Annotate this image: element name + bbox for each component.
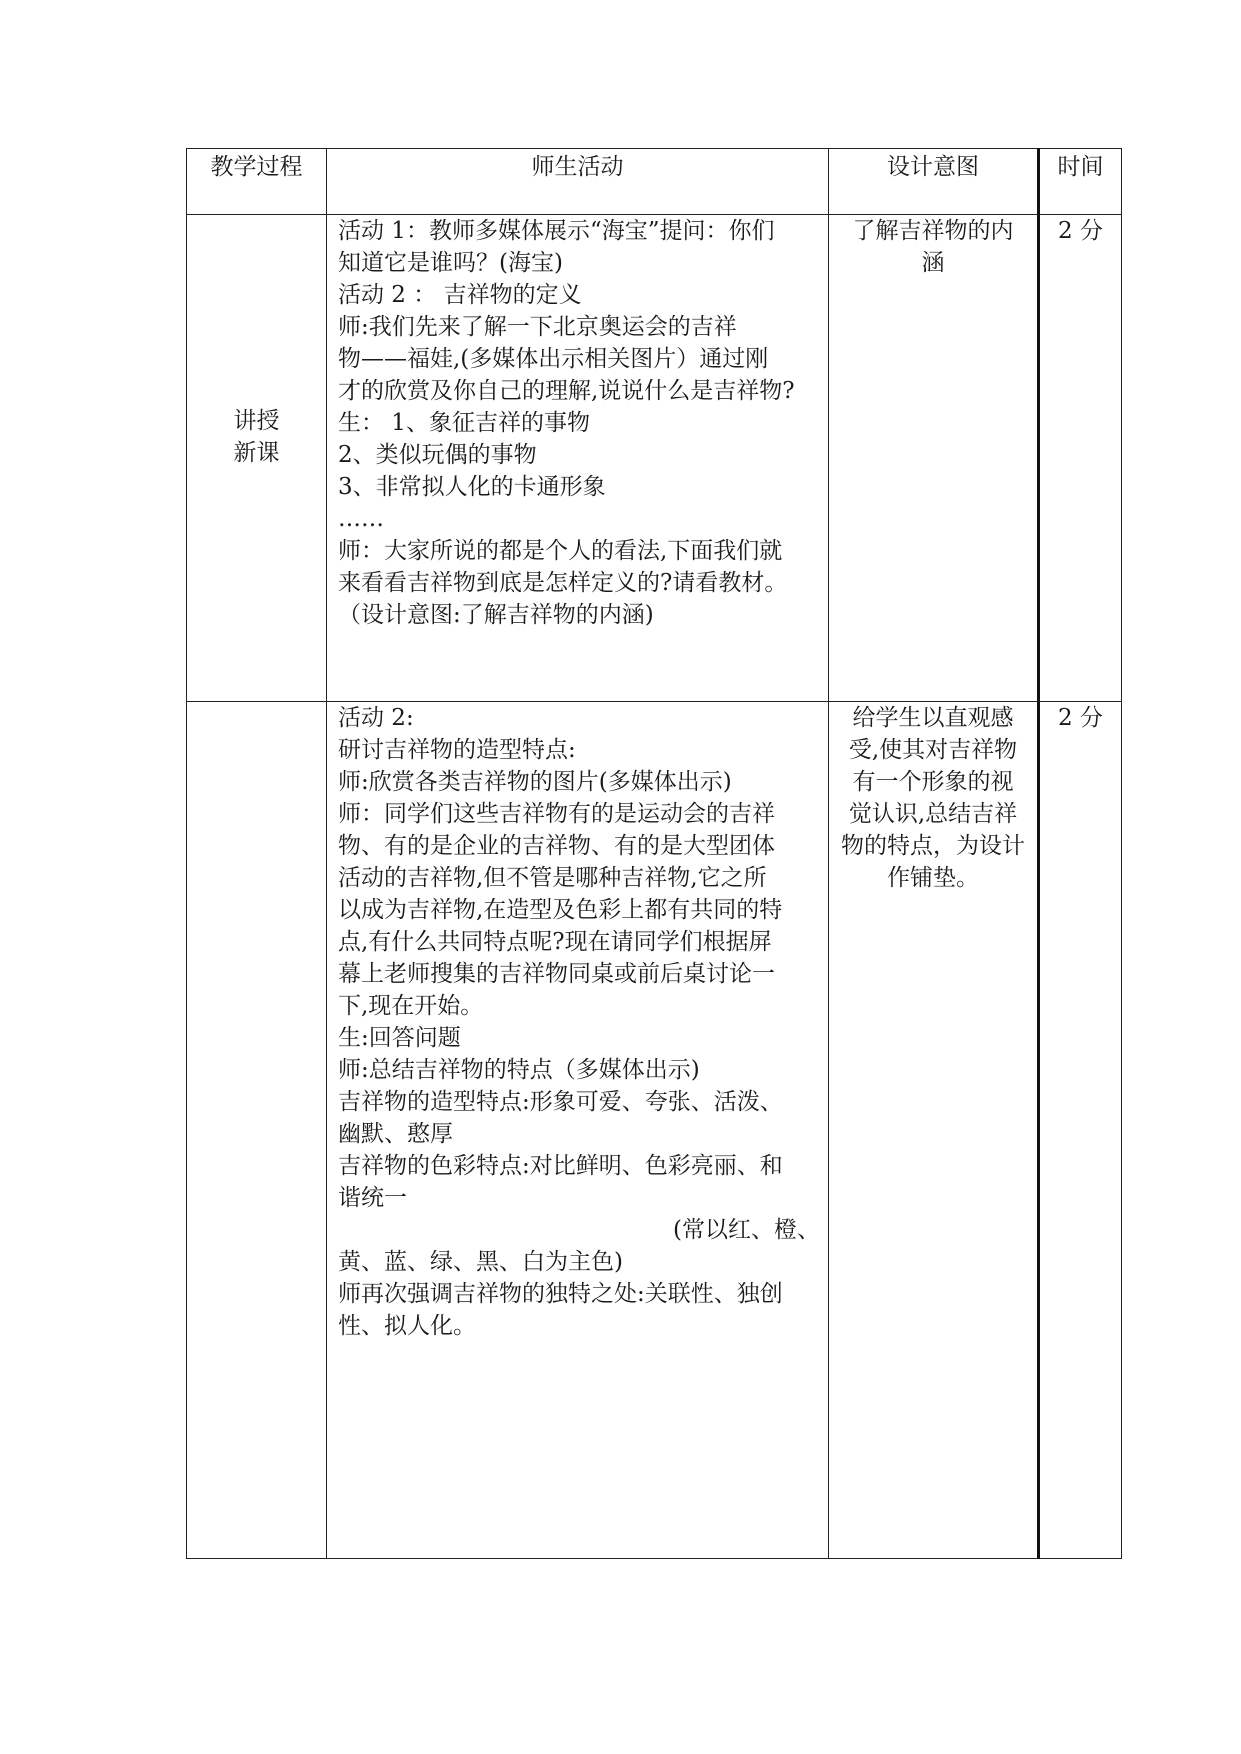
header-design-intent: 设计意图 bbox=[829, 149, 1039, 215]
intent-line: 给学生以直观感 bbox=[852, 705, 1014, 731]
intent-line: 觉认识,总结吉祥 bbox=[848, 801, 1018, 827]
activity-cell bbox=[327, 702, 829, 1559]
activity-line: 师:总结吉祥物的特点（多媒体出示) bbox=[338, 1057, 700, 1083]
activity-line: 性、拟人化。 bbox=[338, 1313, 476, 1339]
stage-label-line: 新课 bbox=[233, 440, 280, 466]
activity-line: 幽默、憨厚 bbox=[338, 1121, 453, 1147]
intent-cell bbox=[829, 702, 1039, 1559]
intent-line: 受,使其对吉祥物 bbox=[848, 737, 1018, 763]
activity-line: 师再次强调吉祥物的独特之处:关联性、独创 bbox=[338, 1281, 783, 1307]
activity-line: 师：大家所说的都是个人的看法,下面我们就 bbox=[338, 538, 783, 564]
activity-line: 3、非常拟人化的卡通形象 bbox=[338, 474, 606, 500]
activity-line: 下,现在开始。 bbox=[338, 993, 484, 1019]
activity-line: 谐统一 bbox=[338, 1185, 407, 1211]
activity-cell bbox=[327, 215, 829, 702]
intent-line: 了解吉祥物的内 bbox=[852, 218, 1014, 244]
activity-line: 才的欣赏及你自己的理解,说说什么是吉祥物? bbox=[338, 378, 795, 404]
time-value: 2 分 bbox=[1058, 218, 1103, 244]
time-cell bbox=[1039, 702, 1122, 1559]
activity-line: 活动 2: bbox=[338, 705, 414, 731]
activity-line: 点,有什么共同特点呢?现在请同学们根据屏 bbox=[338, 929, 772, 955]
header-activities: 师生活动 bbox=[327, 149, 829, 215]
activity-line: 物——福娃,(多媒体出示相关图片）通过刚 bbox=[338, 346, 769, 372]
activity-line: 研讨吉祥物的造型特点: bbox=[338, 737, 576, 763]
header-teaching-process: 教学过程 bbox=[187, 149, 327, 215]
activity-line: 以成为吉祥物,在造型及色彩上都有共同的特 bbox=[338, 897, 783, 923]
activity-line: 来看看吉祥物到底是怎样定义的?请看教材。 bbox=[338, 570, 788, 596]
activity-line: 活动 2 ： 吉祥物的定义 bbox=[338, 282, 582, 308]
lesson-plan-table bbox=[186, 148, 1122, 1559]
stage-label-line: 讲授 bbox=[233, 408, 280, 434]
activity-line: 吉祥物的色彩特点:对比鲜明、色彩亮丽、和 bbox=[338, 1153, 783, 1179]
intent-line: 涵 bbox=[921, 250, 945, 276]
intent-line: 作铺垫。 bbox=[887, 865, 979, 891]
activity-line: 活动的吉祥物,但不管是哪种吉祥物,它之所 bbox=[338, 865, 767, 891]
activity-line: 黄、蓝、绿、黑、白为主色) bbox=[338, 1249, 623, 1275]
table-header-row bbox=[187, 149, 1122, 215]
intent-line: 有一个形象的视 bbox=[852, 769, 1014, 795]
activity-line: 吉祥物的造型特点:形象可爱、夸张、活泼、 bbox=[338, 1089, 783, 1115]
intent-line: 物的特点，为设计 bbox=[841, 833, 1025, 859]
stage-cell bbox=[187, 215, 327, 702]
activity-line: (常以红、橙、 bbox=[673, 1217, 820, 1243]
activity-line: …… bbox=[338, 506, 384, 532]
activity-line: 生： 1、象征吉祥的事物 bbox=[338, 410, 590, 436]
activity-line: 师:欣赏各类吉祥物的图片(多媒体出示) bbox=[338, 769, 732, 795]
time-cell bbox=[1039, 215, 1122, 702]
activity-line: 知道它是谁吗？(海宝) bbox=[338, 250, 563, 276]
table-row bbox=[187, 215, 1122, 702]
time-value: 2 分 bbox=[1058, 705, 1103, 731]
activity-line: 2、类似玩偶的事物 bbox=[338, 442, 537, 468]
activity-line: 物、有的是企业的吉祥物、有的是大型团体 bbox=[338, 833, 775, 859]
activity-line: 师：同学们这些吉祥物有的是运动会的吉祥 bbox=[338, 801, 775, 827]
table-row bbox=[187, 702, 1122, 1559]
activity-line: 师:我们先来了解一下北京奥运会的吉祥 bbox=[338, 314, 737, 340]
activity-line: （设计意图:了解吉祥物的内涵) bbox=[338, 602, 654, 628]
activity-line: 活动 1：教师多媒体展示“海宝”提问：你们 bbox=[338, 218, 775, 244]
activity-line: 幕上老师搜集的吉祥物同桌或前后桌讨论一 bbox=[338, 961, 775, 987]
activity-line: 生:回答问题 bbox=[338, 1025, 461, 1051]
stage-cell bbox=[187, 702, 327, 1559]
intent-cell bbox=[829, 215, 1039, 702]
header-time: 时间 bbox=[1039, 149, 1122, 215]
